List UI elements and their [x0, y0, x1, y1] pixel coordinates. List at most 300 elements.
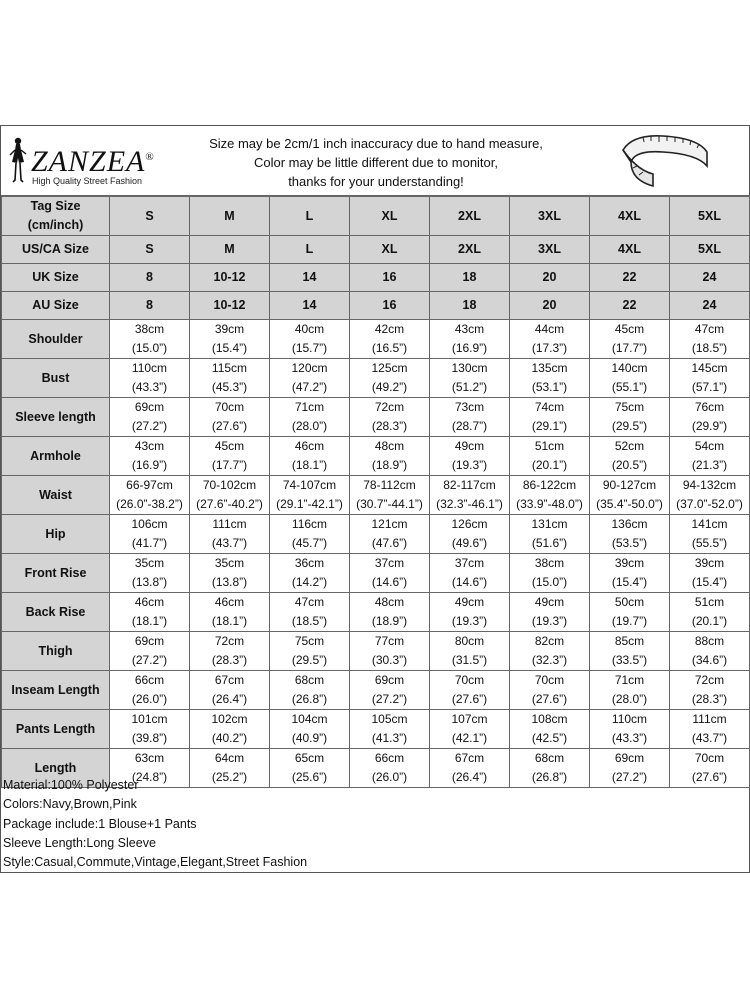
cm-value: 102cm [211, 712, 248, 726]
cm-value: 38cm [134, 322, 165, 336]
size-cell: 5XL [670, 236, 750, 264]
inch-value: (49.6”) [451, 536, 488, 550]
measure-cell [270, 476, 350, 515]
cm-value: 72cm [694, 673, 725, 687]
measure-cell [590, 476, 670, 515]
inch-value: (27.6”) [211, 419, 248, 433]
inch-value: (57.1”) [691, 380, 728, 394]
measure-cell [350, 710, 430, 749]
measure-row [2, 593, 750, 632]
inch-value: (29.1”) [531, 419, 568, 433]
measure-cell [670, 398, 750, 437]
cm-value: 116cm [291, 517, 328, 531]
inch-value: (27.6”) [451, 692, 488, 706]
measure-cell [350, 476, 430, 515]
inch-value: (31.5”) [451, 653, 488, 667]
cm-value: 72cm [374, 400, 405, 414]
measure-cell [510, 437, 590, 476]
inch-value: (41.7”) [131, 536, 168, 550]
inch-value: (13.8”) [131, 575, 168, 589]
cm-value: 63cm [134, 751, 165, 765]
inch-value: (32.3”-46.1”) [436, 497, 503, 511]
size-cell: L [270, 236, 350, 264]
cm-value: 101cm [131, 712, 168, 726]
measure-cell [430, 476, 510, 515]
measure-cell [430, 554, 510, 593]
inch-value: (18.5”) [691, 341, 728, 355]
measure-cell [270, 554, 350, 593]
measure-row [2, 320, 750, 359]
measure-cell [270, 593, 350, 632]
cm-value: 111cm [212, 517, 247, 531]
measure-cell [110, 437, 190, 476]
size-cell: 2XL [430, 236, 510, 264]
cm-value: 141cm [691, 517, 728, 531]
measure-cell [270, 437, 350, 476]
measure-cell [670, 437, 750, 476]
measure-cell [590, 359, 670, 398]
product-details [3, 776, 743, 872]
inch-value: (27.6”) [691, 770, 728, 784]
inch-value: (27.2”) [131, 653, 168, 667]
inch-value: (26.4”) [211, 692, 248, 706]
measure-cell [510, 320, 590, 359]
inch-value: (26.0”-38.2”) [116, 497, 183, 511]
inch-value: (15.4”) [691, 575, 728, 589]
cm-value: 46cm [294, 439, 325, 453]
measure-cell [110, 515, 190, 554]
cm-value: 131cm [531, 517, 568, 531]
size-cell: 18 [430, 292, 510, 320]
cm-value: 76cm [694, 400, 725, 414]
measure-row [2, 515, 750, 554]
cm-value: 136cm [611, 517, 648, 531]
inch-value: (19.3”) [451, 614, 488, 628]
detail-style: Style:Casual,Commute,Vintage,Elegant,Street Fashion [3, 855, 308, 870]
size-cell: 22 [590, 264, 670, 292]
inch-value: (30.7”-44.1”) [356, 497, 423, 511]
cm-value: 104cm [291, 712, 328, 726]
inch-value: (51.2”) [451, 380, 488, 394]
cm-value: 68cm [294, 673, 325, 687]
measure-cell [350, 320, 430, 359]
cm-value: 54cm [694, 439, 725, 453]
inch-value: (19.3”) [531, 614, 568, 628]
cm-value: 65cm [294, 751, 325, 765]
measure-cell [110, 554, 190, 593]
cm-value: 71cm [294, 400, 325, 414]
inch-value: (45.3”) [211, 380, 248, 394]
measure-cell [190, 320, 270, 359]
detail-sleeve: Sleeve Length:Long Sleeve [3, 835, 156, 850]
measure-cell [110, 632, 190, 671]
measure-cell [270, 671, 350, 710]
cm-value: 70cm [534, 673, 565, 687]
cm-value: 69cm [374, 673, 405, 687]
cm-value: 126cm [451, 517, 488, 531]
size-cell: 22 [590, 292, 670, 320]
cm-value: 46cm [214, 595, 245, 609]
size-cell: M [190, 236, 270, 264]
measure-cell [350, 554, 430, 593]
measure-cell [270, 359, 350, 398]
measure-row [2, 671, 750, 710]
inch-value: (47.2”) [291, 380, 328, 394]
inch-value: (26.8”) [531, 770, 568, 784]
row-label: Bust [2, 359, 110, 398]
inch-value: (17.7”) [611, 341, 648, 355]
measure-row [2, 554, 750, 593]
cm-value: 48cm [374, 595, 405, 609]
cm-value: 135cm [531, 361, 568, 375]
cm-value: 75cm [614, 400, 645, 414]
cm-value: 45cm [614, 322, 645, 336]
inch-value: (30.3”) [371, 653, 408, 667]
inch-value: (43.3”) [611, 731, 648, 745]
inch-value: (29.5”) [291, 653, 328, 667]
measure-cell [510, 593, 590, 632]
measure-cell [110, 476, 190, 515]
inch-value: (14.2”) [291, 575, 328, 589]
measure-row [2, 398, 750, 437]
measure-cell [590, 632, 670, 671]
measure-cell [350, 359, 430, 398]
measure-cell [190, 437, 270, 476]
measure-cell [190, 710, 270, 749]
row-label: Armhole [2, 437, 110, 476]
cm-value: 121cm [371, 517, 408, 531]
row-label: Waist [2, 476, 110, 515]
row-label: Length [2, 749, 110, 788]
measure-cell [270, 398, 350, 437]
cm-value: 105cm [371, 712, 408, 726]
measure-cell [350, 632, 430, 671]
cm-value: 107cm [451, 712, 488, 726]
size-cell: 8 [110, 264, 190, 292]
inch-value: (16.9”) [131, 458, 168, 472]
chart-header [1, 126, 749, 196]
inch-value: (45.7”) [291, 536, 328, 550]
row-label: Inseam Length [2, 671, 110, 710]
measure-cell [350, 671, 430, 710]
inch-value: (19.3”) [451, 458, 488, 472]
cm-value: 66cm [374, 751, 405, 765]
measure-cell [110, 671, 190, 710]
cm-value: 145cm [691, 361, 728, 375]
inch-value: (29.5”) [611, 419, 648, 433]
size-chart-card [0, 125, 750, 873]
inch-value: (40.9”) [291, 731, 328, 745]
cm-value: 49cm [534, 595, 565, 609]
cm-value: 130cm [451, 361, 488, 375]
measure-cell [270, 515, 350, 554]
inch-value: (18.1”) [131, 614, 168, 628]
inch-value: (55.1”) [611, 380, 648, 394]
inch-value: (28.3”) [691, 692, 728, 706]
cm-value: 66-97cm [126, 478, 173, 492]
inch-value: (51.6”) [531, 536, 568, 550]
detail-colors: Colors:Navy,Brown,Pink [3, 797, 137, 812]
inch-value: (18.1”) [291, 458, 328, 472]
inch-value: (18.1”) [211, 614, 248, 628]
inch-value: (16.9”) [451, 341, 488, 355]
measure-cell [350, 398, 430, 437]
cm-value: 88cm [694, 634, 725, 648]
inch-value: (15.7”) [291, 341, 328, 355]
inch-value: (15.0”) [531, 575, 568, 589]
inch-value: (32.3”) [531, 653, 568, 667]
measure-cell [430, 593, 510, 632]
cm-value: 40cm [294, 322, 325, 336]
size-cell: 24 [670, 292, 750, 320]
inch-value: (14.6”) [371, 575, 408, 589]
measure-cell [190, 476, 270, 515]
cm-value: 108cm [531, 712, 568, 726]
inch-value: (25.6”) [291, 770, 328, 784]
cm-value: 64cm [214, 751, 245, 765]
inch-value: (26.4”) [451, 770, 488, 784]
inch-value: (27.6”) [531, 692, 568, 706]
measuring-tape-icon [613, 130, 713, 192]
inch-value: (21.3”) [691, 458, 728, 472]
inch-value: (35.4”-50.0”) [596, 497, 663, 511]
inch-value: (43.3”) [131, 380, 168, 394]
row-label-text: AU Size [32, 298, 79, 312]
size-cell: 14 [270, 292, 350, 320]
measure-cell [350, 515, 430, 554]
size-row [2, 264, 750, 292]
inch-value: (42.1”) [451, 731, 488, 745]
inch-value: (29.1”-42.1”) [276, 497, 343, 511]
inch-value: (49.2”) [371, 380, 408, 394]
measure-cell [590, 398, 670, 437]
row-label: Front Rise [2, 554, 110, 593]
size-cell: 16 [350, 264, 430, 292]
inch-value: (26.8”) [291, 692, 328, 706]
measure-cell [190, 398, 270, 437]
cm-value: 35cm [134, 556, 165, 570]
size-cell: XL [350, 236, 430, 264]
row-label: Sleeve length [2, 398, 110, 437]
inch-value: (18.9”) [371, 458, 408, 472]
measure-cell [670, 515, 750, 554]
measure-row [2, 437, 750, 476]
measurement-notice [191, 134, 561, 191]
row-label [2, 236, 110, 264]
inch-value: (40.2”) [211, 731, 248, 745]
inch-value: (43.7”) [211, 536, 248, 550]
row-label: Pants Length [2, 710, 110, 749]
row-label-text: UK Size [32, 270, 79, 284]
inch-value: (20.5”) [611, 458, 648, 472]
cm-value: 44cm [534, 322, 565, 336]
row-label [2, 292, 110, 320]
measure-cell [670, 320, 750, 359]
cm-value: 50cm [614, 595, 645, 609]
measure-cell [190, 359, 270, 398]
measure-cell [590, 554, 670, 593]
size-row [2, 197, 750, 236]
measure-cell [670, 359, 750, 398]
cm-value: 85cm [614, 634, 645, 648]
cm-value: 67cm [214, 673, 245, 687]
inch-value: (17.7”) [211, 458, 248, 472]
cm-value: 42cm [374, 322, 405, 336]
inch-value: (33.5”) [611, 653, 648, 667]
size-cell: 24 [670, 264, 750, 292]
measure-cell [350, 593, 430, 632]
cm-value: 80cm [454, 634, 485, 648]
measure-cell [510, 554, 590, 593]
size-cell: 4XL [590, 236, 670, 264]
cm-value: 78-112cm [363, 478, 416, 492]
inch-value: (41.3”) [371, 731, 408, 745]
inch-value: (28.3”) [211, 653, 248, 667]
inch-value: (33.9”-48.0”) [516, 497, 583, 511]
measure-cell [430, 359, 510, 398]
measure-row [2, 476, 750, 515]
inch-value: (53.5”) [611, 536, 648, 550]
cm-value: 52cm [614, 439, 645, 453]
row-label [2, 197, 110, 236]
size-cell: S [110, 236, 190, 264]
row-label-text: (cm/inch) [27, 218, 84, 232]
measure-cell [590, 593, 670, 632]
cm-value: 70cm [694, 751, 725, 765]
inch-value: (14.6”) [451, 575, 488, 589]
measure-cell [430, 515, 510, 554]
inch-value: (28.7”) [451, 419, 488, 433]
inch-value: (13.8”) [211, 575, 248, 589]
cm-value: 82-117cm [443, 478, 496, 492]
inch-value: (37.0”-52.0”) [676, 497, 743, 511]
inch-value: (24.8”) [131, 770, 168, 784]
size-cell: L [270, 197, 350, 236]
measure-row [2, 359, 750, 398]
measure-cell [110, 593, 190, 632]
notice-line: Color may be little different due to monitor, [254, 155, 498, 170]
size-cell: S [110, 197, 190, 236]
row-label: Back Rise [2, 593, 110, 632]
size-cell: 14 [270, 264, 350, 292]
inch-value: (27.6”-40.2”) [196, 497, 263, 511]
cm-value: 74-107cm [282, 478, 337, 492]
cm-value: 77cm [374, 634, 405, 648]
size-cell: 8 [110, 292, 190, 320]
cm-value: 67cm [454, 751, 485, 765]
inch-value: (27.2”) [131, 419, 168, 433]
cm-value: 110cm [611, 712, 648, 726]
cm-value: 49cm [454, 439, 485, 453]
measure-cell [270, 632, 350, 671]
cm-value: 71cm [614, 673, 645, 687]
cm-value: 74cm [534, 400, 565, 414]
cm-value: 46cm [134, 595, 165, 609]
cm-value: 125cm [371, 361, 408, 375]
size-cell: 20 [510, 264, 590, 292]
brand-tagline: High Quality Street Fashion [32, 176, 143, 186]
measure-cell [670, 710, 750, 749]
cm-value: 69cm [134, 634, 165, 648]
measure-cell [430, 710, 510, 749]
cm-value: 70cm [214, 400, 245, 414]
measure-cell [190, 554, 270, 593]
cm-value: 69cm [614, 751, 645, 765]
inch-value: (15.4”) [211, 341, 248, 355]
inch-value: (55.5”) [691, 536, 728, 550]
inch-value: (42.5”) [531, 731, 568, 745]
cm-value: 111cm [692, 712, 727, 726]
inch-value: (16.5”) [371, 341, 408, 355]
measure-cell [510, 671, 590, 710]
measure-cell [190, 671, 270, 710]
woman-silhouette-icon [7, 136, 29, 186]
inch-value: (39.8”) [131, 731, 168, 745]
measure-cell [190, 593, 270, 632]
inch-value: (28.0”) [291, 419, 328, 433]
cm-value: 37cm [454, 556, 485, 570]
measure-cell [590, 710, 670, 749]
size-cell: 2XL [430, 197, 510, 236]
measure-cell [350, 437, 430, 476]
cm-value: 106cm [131, 517, 168, 531]
inch-value: (26.0”) [371, 770, 408, 784]
detail-material: Material:100% Polyester [3, 778, 139, 792]
detail-package: Package include:1 Blouse+1 Pants [3, 816, 197, 831]
inch-value: (34.6”) [691, 653, 728, 667]
cm-value: 47cm [694, 322, 725, 336]
measure-cell [670, 476, 750, 515]
measure-cell [110, 398, 190, 437]
measure-cell [510, 710, 590, 749]
inch-value: (27.2”) [371, 692, 408, 706]
measure-row [2, 632, 750, 671]
measure-cell [510, 515, 590, 554]
measure-cell [110, 320, 190, 359]
cm-value: 66cm [134, 673, 165, 687]
row-label [2, 264, 110, 292]
cm-value: 38cm [534, 556, 565, 570]
measure-cell [670, 554, 750, 593]
cm-value: 70cm [454, 673, 485, 687]
inch-value: (18.9”) [371, 614, 408, 628]
measure-cell [670, 593, 750, 632]
cm-value: 35cm [214, 556, 245, 570]
inch-value: (19.7”) [611, 614, 648, 628]
measure-cell [110, 710, 190, 749]
size-cell: XL [350, 197, 430, 236]
inch-value: (18.5”) [291, 614, 328, 628]
notice-line: thanks for your understanding! [288, 174, 464, 189]
measure-cell [510, 398, 590, 437]
cm-value: 140cm [611, 361, 648, 375]
size-cell: 4XL [590, 197, 670, 236]
cm-value: 51cm [534, 439, 565, 453]
cm-value: 43cm [454, 322, 485, 336]
size-cell: M [190, 197, 270, 236]
inch-value: (26.0”) [131, 692, 168, 706]
size-row [2, 292, 750, 320]
cm-value: 94-132cm [682, 478, 737, 492]
measure-cell [430, 437, 510, 476]
measure-cell [190, 632, 270, 671]
measure-cell [590, 515, 670, 554]
cm-value: 120cm [291, 361, 328, 375]
measure-cell [430, 398, 510, 437]
cm-value: 110cm [131, 361, 168, 375]
cm-value: 51cm [694, 595, 725, 609]
measure-cell [590, 437, 670, 476]
